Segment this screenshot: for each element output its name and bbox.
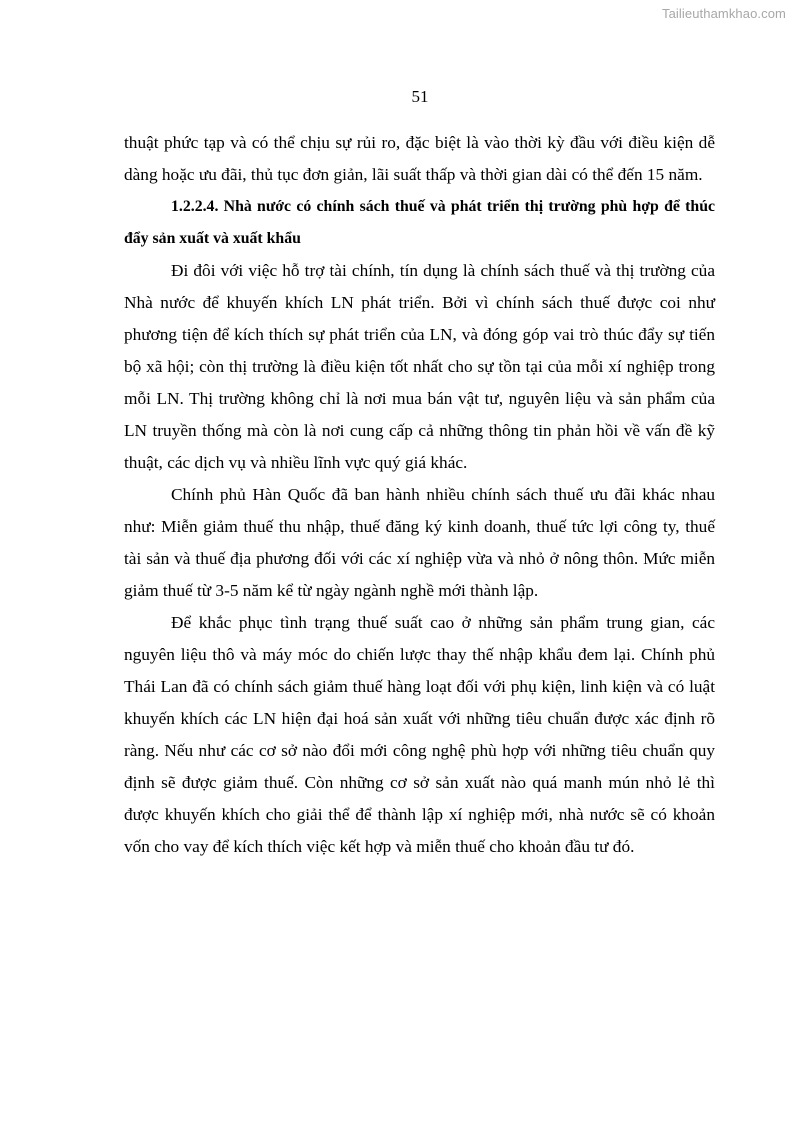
watermark-text: Tailieuthamkhao.com xyxy=(661,6,786,21)
paragraph-continuation: thuật phức tạp và có thể chịu sự rủi ro, đặc biệt là vào thời kỳ đầu với điều kiện dễ dàng hoặc ưu đãi, thủ tục đơn giản, lãi suất thấp và thời gian dài có thể đến 15 năm. xyxy=(124,133,715,184)
page-number: 51 xyxy=(411,87,429,106)
section-heading: 1.2.2.4. Nhà nước có chính sách thuế và phát triển thị trường phù hợp để thúc đẩy sản xuất và xuất khẩu xyxy=(124,198,715,247)
paragraph-tax-and-market: Đi đôi với việc hỗ trợ tài chính, tín dụng là chính sách thuế và thị trường của Nhà nước để khuyến khích LN phát triển. Bởi vì chính sách thuế được coi như phương tiện để kích thích sự phát triển của LN, và đóng góp vai trò thúc đẩy sự tiến bộ xã hội; còn thị trường là điều kiện tốt nhất cho sự tồn tại của mỗi xí nghiệp trong mỗi LN. Thị trường không chỉ là nơi mua bán vật tư, nguyên liệu và sản phẩm của LN truyền thống mà còn là nơi cung cấp cả những thông tin phản hồi về vấn đề kỹ thuật, các dịch vụ và nhiều lĩnh vực quý giá khác. xyxy=(124,261,715,472)
paragraph-korea-policy: Chính phủ Hàn Quốc đã ban hành nhiều chính sách thuế ưu đãi khác nhau như: Miễn giảm thuế thu nhập, thuế đăng ký kinh doanh, thuế tức lợi công ty, thuế tài sản và thuế địa phương đối với các xí nghiệp vừa và nhỏ ở nông thôn. Mức miễn giảm thuế từ 3-5 năm kể từ ngày ngành nghề mới thành lập. xyxy=(124,485,715,600)
document-body xyxy=(124,127,715,863)
paragraph-thailand-policy: Để khắc phục tình trạng thuế suất cao ở những sản phẩm trung gian, các nguyên liệu thô và máy móc do chiến lược thay thế nhập khẩu đem lại. Chính phủ Thái Lan đã có chính sách giảm thuế hàng loạt đối với phụ kiện, linh kiện và có luật khuyến khích các LN hiện đại hoá sản xuất với những tiêu chuẩn được xác định rõ ràng. Nếu như các cơ sở nào đổi mới công nghệ phù hợp với những tiêu chuẩn quy định sẽ được giảm thuế. Còn những cơ sở sản xuất nào quá manh mún nhỏ lẻ thì được khuyến khích cho giải thể để thành lập xí nghiệp mới, nhà nước sẽ có khoản vốn cho vay để kích thích việc kết hợp và miễn thuế cho khoản đầu tư đó. xyxy=(124,613,715,856)
